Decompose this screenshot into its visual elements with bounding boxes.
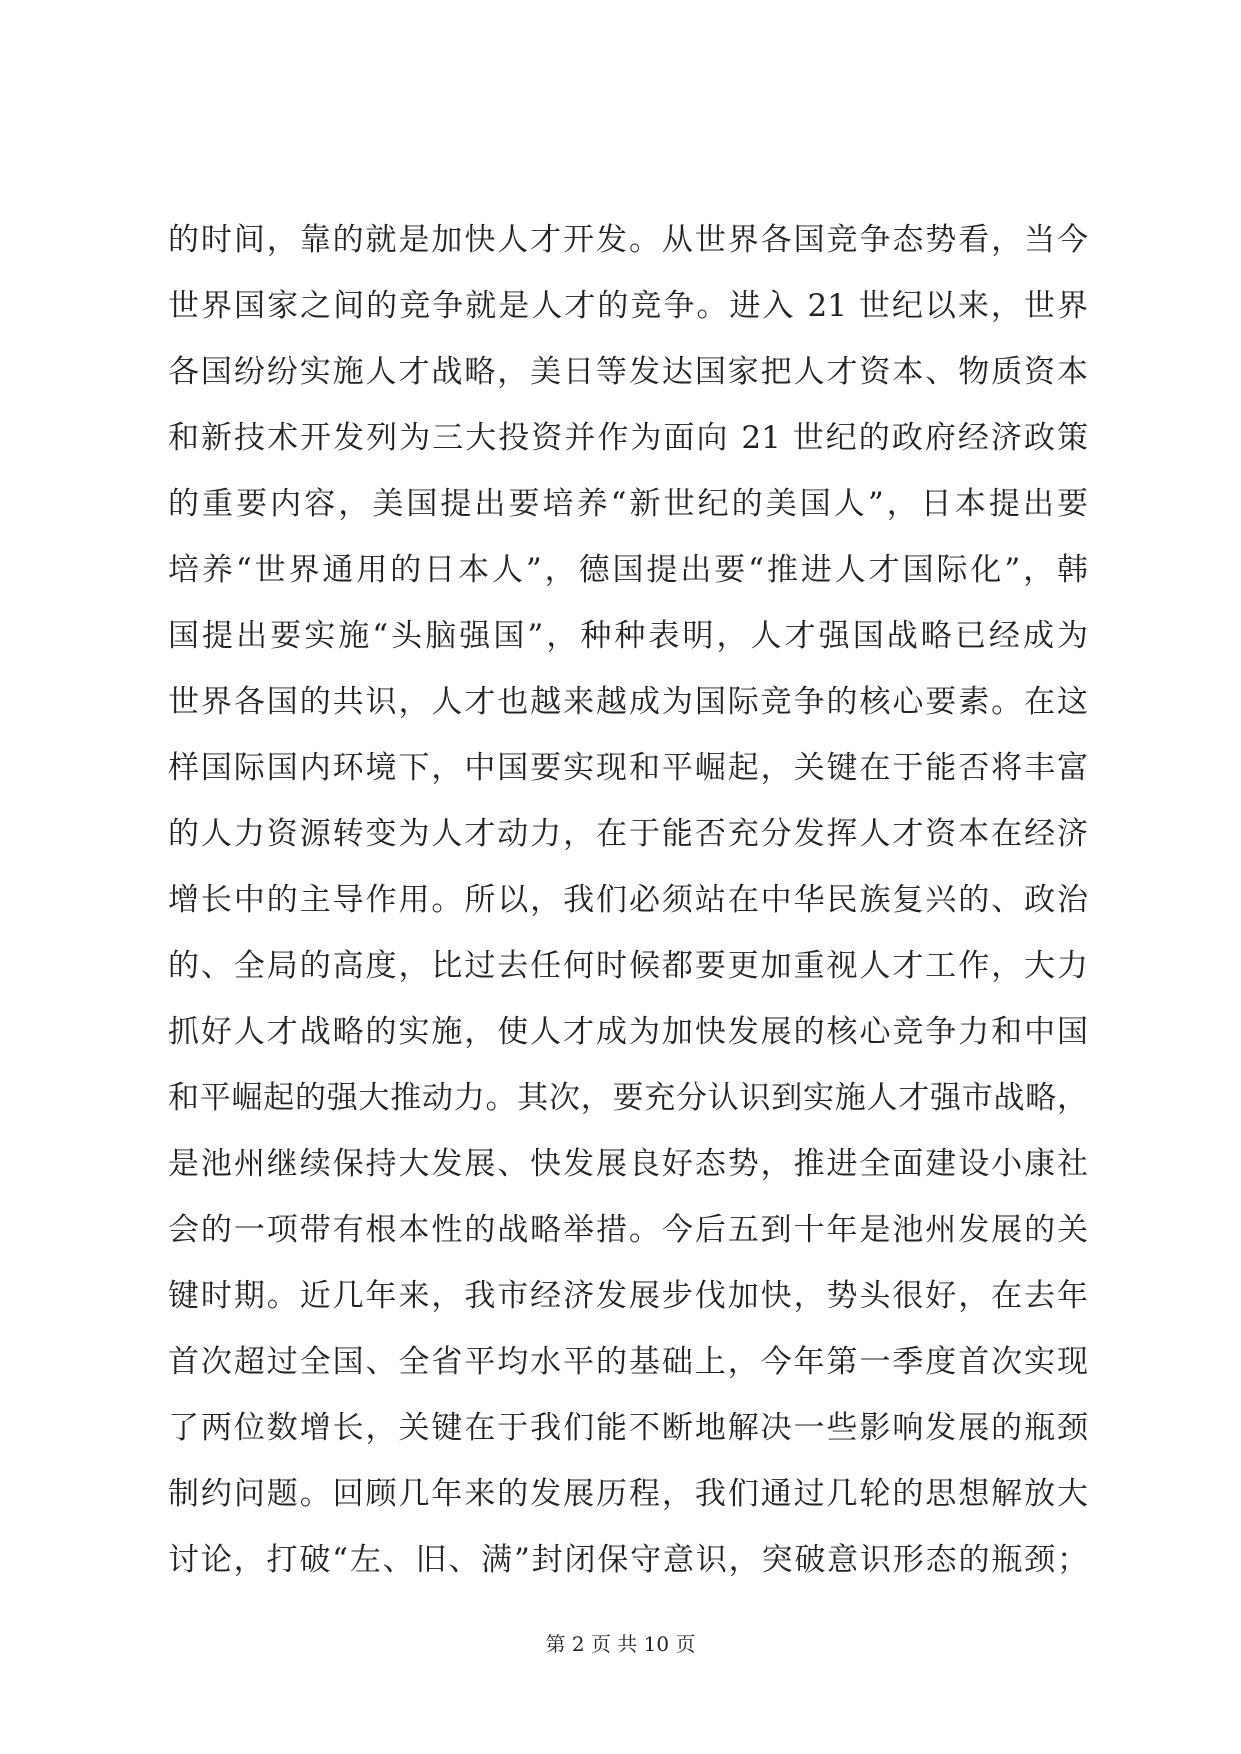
text-line: 各国纷纷实施人才战略，美日等发达国家把人才资本、物质资本 bbox=[168, 354, 1088, 390]
text-line: 世界各国的共识，人才也越来越成为国际竞争的核心要素。在这 bbox=[168, 684, 1088, 720]
text-line: 讨论，打破“左、旧、满”封闭保守意识，突破意识形态的瓶颈； bbox=[168, 1542, 1088, 1578]
text-line: 的、全局的高度，比过去任何时候都要更加重视人才工作，大力 bbox=[168, 948, 1088, 984]
text-line: 首次超过全国、全省平均水平的基础上，今年第一季度首次实现 bbox=[168, 1344, 1088, 1380]
body-text bbox=[168, 207, 1088, 1593]
text-line: 制约问题。回顾几年来的发展历程，我们通过几轮的思想解放大 bbox=[168, 1476, 1088, 1512]
text-line: 和新技术开发列为三大投资并作为面向 21 世纪的政府经济政策 bbox=[168, 420, 1088, 456]
text-line: 是池州继续保持大发展、快发展良好态势，推进全面建设小康社 bbox=[168, 1146, 1088, 1182]
text-line: 培养“世界通用的日本人”，德国提出要“推进人才国际化”，韩 bbox=[168, 552, 1088, 588]
text-line: 抓好人才战略的实施，使人才成为加快发展的核心竞争力和中国 bbox=[168, 1014, 1088, 1050]
text-line: 键时期。近几年来，我市经济发展步伐加快，势头很好，在去年 bbox=[168, 1278, 1088, 1314]
text-line: 了两位数增长，关键在于我们能不断地解决一些影响发展的瓶颈 bbox=[168, 1410, 1088, 1446]
text-line: 的时间，靠的就是加快人才开发。从世界各国竞争态势看，当今 bbox=[168, 222, 1088, 258]
text-line: 世界国家之间的竞争就是人才的竞争。进入 21 世纪以来，世界 bbox=[168, 288, 1088, 324]
text-line: 增长中的主导作用。所以，我们必须站在中华民族复兴的、政治 bbox=[168, 882, 1088, 918]
text-line: 和平崛起的强大推动力。其次，要充分认识到实施人才强市战略， bbox=[168, 1080, 1088, 1116]
text-line: 的重要内容，美国提出要培养“新世纪的美国人”，日本提出要 bbox=[168, 486, 1088, 522]
text-line: 样国际国内环境下，中国要实现和平崛起，关键在于能否将丰富 bbox=[168, 750, 1088, 786]
page-number-footer: 第 2 页 共 10 页 bbox=[545, 1632, 696, 1656]
text-line: 会的一项带有根本性的战略举措。今后五到十年是池州发展的关 bbox=[168, 1212, 1088, 1248]
text-line: 国提出要实施“头脑强国”，种种表明，人才强国战略已经成为 bbox=[168, 618, 1088, 654]
text-line: 的人力资源转变为人才动力，在于能否充分发挥人才资本在经济 bbox=[168, 816, 1088, 852]
